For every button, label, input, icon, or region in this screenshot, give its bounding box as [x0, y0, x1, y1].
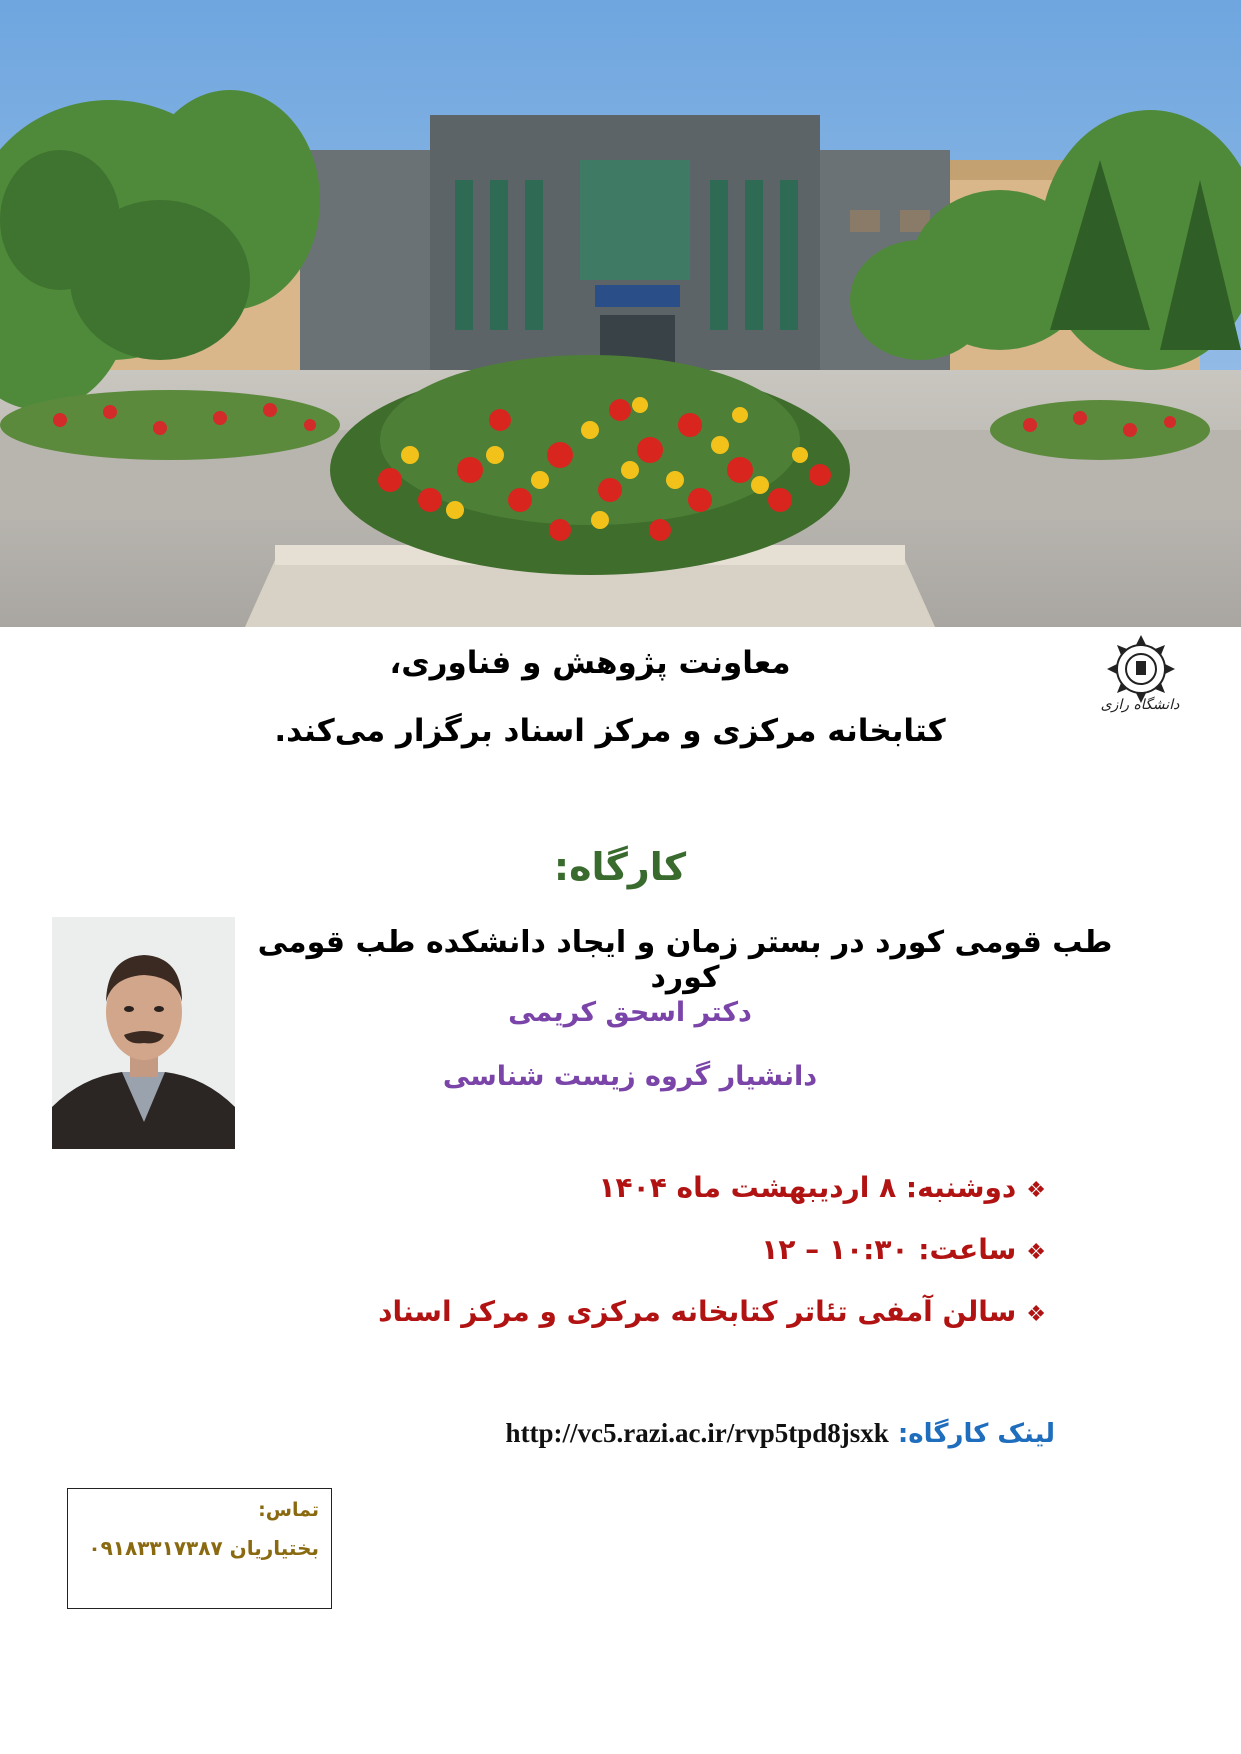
contact-phone: بختیاریان ۰۹۱۸۳۳۱۷۳۸۷ [88, 1536, 319, 1560]
bullet-icon: ❖ [1026, 1178, 1046, 1203]
hero-photo [0, 0, 1241, 627]
organizer-line-2: کتابخانه مرکزی و مرکز اسناد برگزار می‌کند. [274, 713, 946, 749]
logo-caption: دانشگاه رازی [1100, 697, 1180, 713]
event-time-text: ساعت: ۱۰:۳۰ – ۱۲ [761, 1233, 1017, 1266]
workshop-link[interactable]: http://vc5.razi.ac.ir/rvp5tpd8jsxk [505, 1418, 889, 1448]
contact-title: تماس: [258, 1499, 319, 1521]
speaker-name: دکتر اسحق کریمی [508, 997, 752, 1028]
workshop-link-row [506, 1418, 1055, 1449]
event-date [598, 1171, 1046, 1204]
workshop-link-label: لینک کارگاه: [897, 1419, 1055, 1449]
speaker-photo [52, 917, 235, 1149]
speaker-role: دانشیار گروه زیست شناسی [442, 1061, 818, 1092]
workshop-label: کارگاه: [553, 845, 687, 889]
event-place-text: سالن آمفی تئاتر کتابخانه مرکزی و مرکز اسناد [378, 1295, 1017, 1328]
event-date-text: دوشنبه: ۸ اردیبهشت ماه ۱۴۰۴ [598, 1171, 1017, 1204]
workshop-title: طب قومی کورد در بستر زمان و ایجاد دانشکده طب قومی کورد [257, 925, 1113, 995]
bullet-icon: ❖ [1026, 1302, 1046, 1327]
razi-university-logo [1092, 635, 1190, 729]
event-time [761, 1233, 1046, 1266]
bullet-icon: ❖ [1026, 1240, 1046, 1265]
organizer-line-1: معاونت پژوهش و فناوری، [389, 645, 791, 681]
contact-box [67, 1488, 332, 1609]
event-place [378, 1295, 1046, 1328]
